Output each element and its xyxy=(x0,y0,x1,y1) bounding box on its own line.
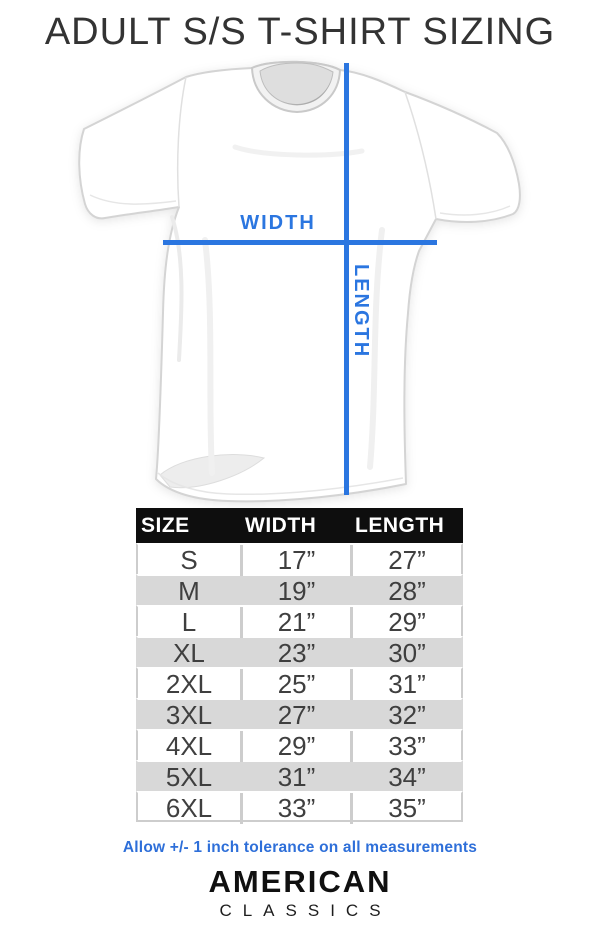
width-cell: 29” xyxy=(240,731,350,762)
length-cell: 28” xyxy=(388,576,426,606)
length-cell: 30” xyxy=(388,638,426,668)
table-row xyxy=(136,698,463,729)
width-cell: 33” xyxy=(240,793,350,824)
table-header-row xyxy=(136,508,463,543)
tshirt-illustration xyxy=(0,55,600,515)
page-title: ADULT S/S T-SHIRT SIZING xyxy=(44,11,556,53)
size-cell: S xyxy=(180,545,198,575)
header-length: LENGTH xyxy=(355,513,445,537)
table-row xyxy=(136,574,463,605)
size-cell: 2XL xyxy=(165,669,213,699)
table-row xyxy=(136,543,463,574)
header-size: SIZE xyxy=(141,513,190,537)
tolerance-note: Allow +/- 1 inch tolerance on all measurements xyxy=(122,839,478,856)
length-cell: 35” xyxy=(350,793,461,824)
length-cell: 29” xyxy=(350,607,461,638)
size-cell: 4XL xyxy=(165,731,213,761)
size-cell: M xyxy=(178,576,200,606)
width-cell: 27” xyxy=(277,700,316,730)
tshirt-body xyxy=(79,62,520,501)
table-row xyxy=(136,667,463,698)
width-cell: 21” xyxy=(240,607,350,638)
width-cell: 17” xyxy=(240,545,350,576)
table-body xyxy=(136,543,463,822)
length-measure-label: LENGTH xyxy=(350,264,372,359)
length-cell: 34” xyxy=(388,762,426,792)
table-row xyxy=(136,760,463,791)
length-cell: 32” xyxy=(388,700,426,730)
length-cell: 27” xyxy=(350,545,461,576)
width-measure-label: WIDTH xyxy=(240,212,316,234)
width-cell: 23” xyxy=(277,638,316,668)
width-cell: 19” xyxy=(277,576,316,606)
size-table xyxy=(136,508,463,822)
brand-name: AMERICAN xyxy=(208,864,392,899)
size-cell: 6XL xyxy=(165,793,213,823)
length-cell: 33” xyxy=(350,731,461,762)
table-row xyxy=(136,636,463,667)
brand-logo xyxy=(0,864,600,921)
size-cell: 5XL xyxy=(165,762,213,792)
size-cell: 3XL xyxy=(165,700,213,730)
size-cell: L xyxy=(181,607,197,637)
size-cell: XL xyxy=(173,638,205,668)
header-width: WIDTH xyxy=(245,513,317,537)
length-cell: 31” xyxy=(350,669,461,700)
width-cell: 31” xyxy=(277,762,316,792)
table-row xyxy=(136,791,463,822)
brand-subname: CLASSICS xyxy=(219,901,392,920)
table-row xyxy=(136,605,463,636)
table-row xyxy=(136,729,463,760)
width-cell: 25” xyxy=(240,669,350,700)
